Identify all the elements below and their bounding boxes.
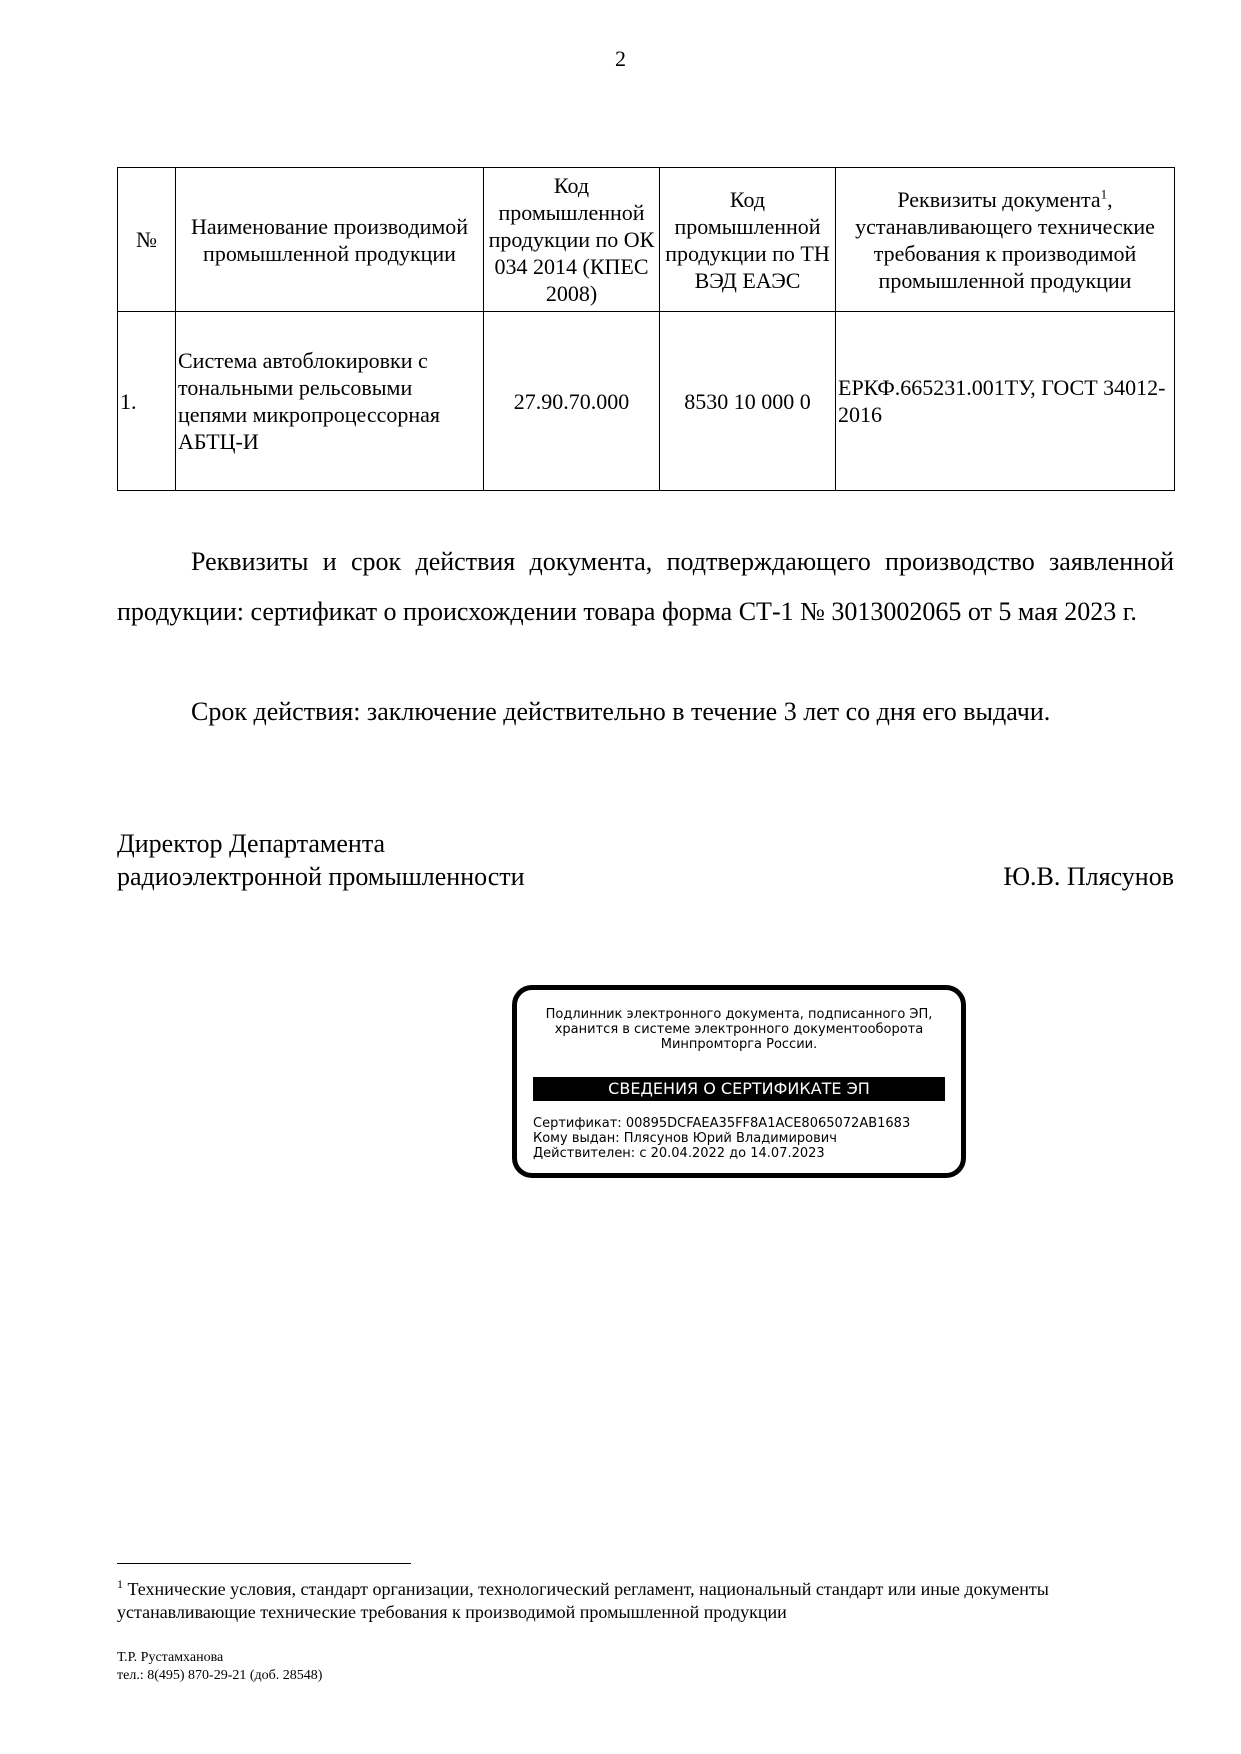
- executor-name: Т.Р. Рустамханова: [117, 1650, 224, 1665]
- stamp-certificate: Сертификат: 00895DCFAEA35FF8A1ACE8065072AB1683: [533, 1116, 911, 1131]
- executor-info: [117, 1649, 322, 1685]
- cell-name: Система автоблокировки с тональными рельсовыми цепями микропроцессорная АБТЦ-И: [176, 312, 484, 491]
- footnote-divider: [117, 1563, 411, 1564]
- header-name: Наименование производимой промышленной продукции: [176, 168, 484, 312]
- cell-num: 1.: [118, 312, 176, 491]
- stamp-header: [517, 1007, 961, 1052]
- stamp-line: Минпромторга России.: [660, 1037, 818, 1052]
- stamp-issued-to: Кому выдан: Плясунов Юрий Владимирович: [533, 1131, 837, 1146]
- electronic-signature-stamp: [512, 985, 966, 1178]
- cell-okpd: 27.90.70.000: [484, 312, 660, 491]
- footnote-mark: 1: [117, 1577, 123, 1591]
- page-number: 2: [615, 46, 626, 71]
- executor-phone: тел.: 8(495) 870-29-21 (доб. 28548): [117, 1668, 323, 1683]
- stamp-valid: Действителен: с 20.04.2022 до 14.07.2023: [533, 1146, 825, 1161]
- footnote: [117, 1578, 1174, 1624]
- header-doc-text: Реквизиты документа: [897, 186, 1101, 212]
- stamp-line: Подлинник электронного документа, подписанного ЭП,: [545, 1007, 933, 1022]
- products-table: [117, 167, 1175, 491]
- header-doc: [836, 168, 1175, 312]
- paragraph-certificate: Реквизиты и срок действия документа, подтверждающего производство заявленной продукции: сертификат о происхождении товара форма СТ-1 № 3013002065 от 5 мая 2023 г.: [117, 547, 1174, 626]
- signature-block: [117, 827, 1174, 893]
- header-okpd: Код промышленной продукции по ОК 034 2014 (КПЕС 2008): [484, 168, 660, 312]
- stamp-title: СВЕДЕНИЯ О СЕРТИФИКАТЕ ЭП: [533, 1077, 945, 1101]
- paragraph-validity: Срок действия: заключение действительно в течение 3 лет со дня его выдачи.: [191, 697, 1051, 726]
- stamp-certificate-info: [533, 1116, 910, 1161]
- footnote-text: Технические условия, стандарт организации, технологический регламент, национальный стандарт или иные документы устанавливающие технические требования к производимой промышленной продукции: [117, 1579, 1049, 1622]
- cell-tnved: 8530 10 000 0: [660, 312, 836, 491]
- header-num: №: [118, 168, 176, 312]
- signatory-position-line1: Директор Департамента: [117, 829, 386, 858]
- footnote-ref: 1: [1100, 186, 1108, 202]
- signatory-position-line2: радиоэлектронной промышленности: [117, 862, 525, 891]
- header-tnved: Код промышленной продукции по ТН ВЭД ЕАЭС: [660, 168, 836, 312]
- signatory-name: Ю.В. Плясунов: [1003, 862, 1174, 891]
- table-row: [118, 312, 1175, 491]
- header-doc-text-rest: , устанавливающего технические требования к производимой промышленной продукции: [855, 186, 1155, 293]
- stamp-line: хранится в системе электронного документооборота: [554, 1022, 924, 1037]
- cell-doc: ЕРКФ.665231.001ТУ, ГОСТ 34012-2016: [836, 312, 1175, 491]
- table-header-row: [118, 168, 1175, 312]
